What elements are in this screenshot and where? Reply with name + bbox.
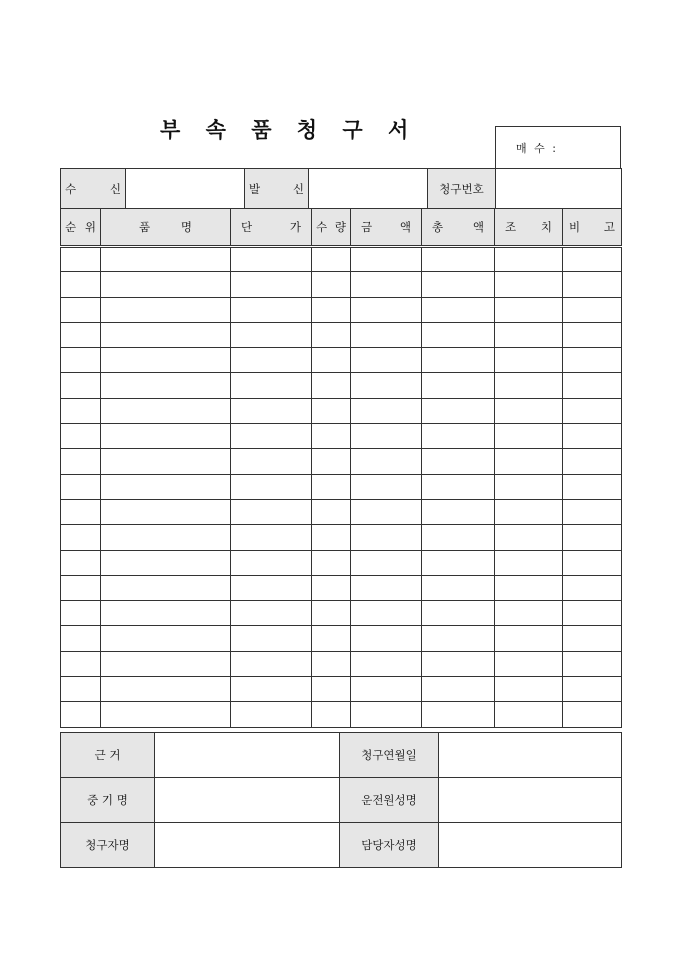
recipient-label: 수 신: [61, 169, 126, 209]
item-cell[interactable]: [351, 525, 422, 550]
item-cell[interactable]: [312, 247, 351, 272]
item-cell[interactable]: [563, 626, 622, 651]
item-cell[interactable]: [312, 702, 351, 727]
item-cell[interactable]: [61, 575, 101, 600]
item-cell[interactable]: [422, 272, 495, 297]
item-cell[interactable]: [101, 247, 231, 272]
sender-label: 발 신: [245, 169, 309, 209]
item-cell[interactable]: [101, 474, 231, 499]
item-cell[interactable]: [495, 702, 563, 727]
recipient-field[interactable]: [126, 169, 245, 209]
item-cell[interactable]: [422, 449, 495, 474]
item-cell[interactable]: [61, 499, 101, 524]
item-cell[interactable]: [231, 297, 312, 322]
item-cell[interactable]: [61, 297, 101, 322]
item-row: [61, 626, 622, 651]
item-cell[interactable]: [312, 449, 351, 474]
header-table: [60, 168, 622, 209]
driver-name-field[interactable]: [439, 778, 622, 823]
item-cell[interactable]: [101, 575, 231, 600]
item-cell[interactable]: [495, 272, 563, 297]
item-cell[interactable]: [351, 247, 422, 272]
item-cell[interactable]: [351, 601, 422, 626]
item-cell[interactable]: [351, 651, 422, 676]
item-cell[interactable]: [495, 499, 563, 524]
column-header: 금 액: [351, 209, 422, 247]
document-title: 부 속 품 청 구 서: [160, 117, 418, 142]
item-cell[interactable]: [231, 702, 312, 727]
item-cell[interactable]: [312, 550, 351, 575]
column-header: 품 명: [101, 209, 231, 247]
item-cell[interactable]: [351, 449, 422, 474]
item-cell[interactable]: [61, 474, 101, 499]
item-cell[interactable]: [101, 499, 231, 524]
request-number-label: 청구번호: [428, 169, 496, 209]
item-cell[interactable]: [563, 322, 622, 347]
item-cell[interactable]: [101, 601, 231, 626]
item-cell[interactable]: [422, 702, 495, 727]
item-cell[interactable]: [563, 525, 622, 550]
item-cell[interactable]: [563, 601, 622, 626]
item-cell[interactable]: [495, 651, 563, 676]
item-cell[interactable]: [61, 348, 101, 373]
manager-name-field[interactable]: [439, 823, 622, 868]
item-cell[interactable]: [563, 677, 622, 702]
item-cell[interactable]: [563, 474, 622, 499]
item-cell[interactable]: [231, 550, 312, 575]
item-row: [61, 247, 622, 272]
basis-field[interactable]: [155, 733, 340, 778]
requester-name-field[interactable]: [155, 823, 340, 868]
item-cell[interactable]: [495, 398, 563, 423]
item-cell[interactable]: [61, 601, 101, 626]
item-cell[interactable]: [312, 677, 351, 702]
item-cell[interactable]: [231, 272, 312, 297]
item-cell[interactable]: [101, 550, 231, 575]
item-cell[interactable]: [231, 499, 312, 524]
requester-name-label: 청구자명: [61, 823, 155, 868]
item-cell[interactable]: [422, 373, 495, 398]
manager-name-label: 담당자성명: [340, 823, 439, 868]
column-header: 단 가: [231, 209, 312, 247]
item-cell[interactable]: [312, 575, 351, 600]
item-cell[interactable]: [231, 373, 312, 398]
item-cell[interactable]: [312, 525, 351, 550]
item-cell[interactable]: [422, 322, 495, 347]
item-cell[interactable]: [351, 424, 422, 449]
item-row: [61, 322, 622, 347]
item-cell[interactable]: [351, 272, 422, 297]
item-cell[interactable]: [61, 272, 101, 297]
item-row: [61, 424, 622, 449]
item-cell[interactable]: [351, 702, 422, 727]
item-cell[interactable]: [563, 398, 622, 423]
item-cell[interactable]: [231, 247, 312, 272]
item-cell[interactable]: [231, 322, 312, 347]
item-cell[interactable]: [312, 373, 351, 398]
item-cell[interactable]: [101, 398, 231, 423]
item-row: [61, 272, 622, 297]
item-row: [61, 398, 622, 423]
item-cell[interactable]: [312, 651, 351, 676]
item-cell[interactable]: [231, 651, 312, 676]
item-row: [61, 348, 622, 373]
item-cell[interactable]: [231, 626, 312, 651]
item-cell[interactable]: [563, 550, 622, 575]
item-cell[interactable]: [101, 272, 231, 297]
request-number-field[interactable]: [496, 169, 622, 209]
item-row: [61, 297, 622, 322]
item-cell[interactable]: [101, 651, 231, 676]
item-cell[interactable]: [231, 398, 312, 423]
item-cell[interactable]: [312, 499, 351, 524]
item-cell[interactable]: [422, 525, 495, 550]
items-header-row: [61, 209, 622, 247]
item-cell[interactable]: [231, 677, 312, 702]
item-cell[interactable]: [312, 272, 351, 297]
item-cell[interactable]: [351, 499, 422, 524]
item-cell[interactable]: [422, 398, 495, 423]
equipment-name-label: 중 기 명: [61, 778, 155, 823]
item-cell[interactable]: [351, 322, 422, 347]
item-cell[interactable]: [495, 247, 563, 272]
item-cell[interactable]: [351, 474, 422, 499]
item-cell[interactable]: [101, 322, 231, 347]
item-cell[interactable]: [61, 398, 101, 423]
item-cell[interactable]: [563, 424, 622, 449]
item-cell[interactable]: [231, 575, 312, 600]
item-cell[interactable]: [231, 424, 312, 449]
item-cell[interactable]: [231, 525, 312, 550]
item-cell[interactable]: [231, 474, 312, 499]
column-header: 순 위: [61, 209, 101, 247]
item-cell[interactable]: [61, 449, 101, 474]
item-cell[interactable]: [563, 272, 622, 297]
item-cell[interactable]: [101, 373, 231, 398]
item-cell[interactable]: [351, 575, 422, 600]
item-cell[interactable]: [422, 601, 495, 626]
item-cell[interactable]: [61, 626, 101, 651]
item-cell[interactable]: [351, 626, 422, 651]
item-row: [61, 550, 622, 575]
item-cell[interactable]: [422, 499, 495, 524]
sheet-count-box[interactable]: [495, 126, 621, 168]
item-cell[interactable]: [312, 474, 351, 499]
sheet-count-label: 매 수 :: [516, 142, 558, 155]
item-cell[interactable]: [495, 449, 563, 474]
item-row: [61, 575, 622, 600]
item-cell[interactable]: [495, 575, 563, 600]
item-cell[interactable]: [563, 348, 622, 373]
item-row: [61, 651, 622, 676]
item-cell[interactable]: [351, 677, 422, 702]
item-cell[interactable]: [61, 550, 101, 575]
item-cell[interactable]: [422, 474, 495, 499]
item-cell[interactable]: [563, 297, 622, 322]
column-header: 비 고: [563, 209, 622, 247]
item-cell[interactable]: [351, 297, 422, 322]
item-row: [61, 525, 622, 550]
item-cell[interactable]: [495, 677, 563, 702]
item-cell[interactable]: [351, 373, 422, 398]
item-cell[interactable]: [422, 626, 495, 651]
item-cell[interactable]: [495, 348, 563, 373]
item-cell[interactable]: [61, 424, 101, 449]
item-cell[interactable]: [495, 525, 563, 550]
item-cell[interactable]: [495, 601, 563, 626]
item-cell[interactable]: [351, 550, 422, 575]
request-date-label: 청구연월일: [340, 733, 439, 778]
item-cell[interactable]: [61, 247, 101, 272]
item-cell[interactable]: [101, 677, 231, 702]
item-cell[interactable]: [563, 247, 622, 272]
item-cell[interactable]: [101, 525, 231, 550]
item-cell[interactable]: [422, 297, 495, 322]
item-row: [61, 474, 622, 499]
item-cell[interactable]: [422, 575, 495, 600]
item-cell[interactable]: [495, 424, 563, 449]
item-row: [61, 373, 622, 398]
driver-name-label: 운전원성명: [340, 778, 439, 823]
item-cell[interactable]: [231, 449, 312, 474]
item-cell[interactable]: [563, 651, 622, 676]
item-cell[interactable]: [495, 550, 563, 575]
item-cell[interactable]: [312, 601, 351, 626]
item-cell[interactable]: [61, 702, 101, 727]
equipment-name-field[interactable]: [155, 778, 340, 823]
item-cell[interactable]: [351, 348, 422, 373]
item-cell[interactable]: [312, 398, 351, 423]
item-row: [61, 449, 622, 474]
item-cell[interactable]: [61, 322, 101, 347]
column-header: 조 치: [495, 209, 563, 247]
item-cell[interactable]: [101, 702, 231, 727]
item-cell[interactable]: [495, 373, 563, 398]
item-cell[interactable]: [312, 322, 351, 347]
item-row: [61, 702, 622, 727]
item-cell[interactable]: [61, 677, 101, 702]
column-header: 총 액: [422, 209, 495, 247]
item-cell[interactable]: [422, 651, 495, 676]
item-row: [61, 601, 622, 626]
item-cell[interactable]: [312, 424, 351, 449]
item-cell[interactable]: [563, 575, 622, 600]
item-cell[interactable]: [495, 297, 563, 322]
sender-field[interactable]: [309, 169, 428, 209]
item-cell[interactable]: [61, 525, 101, 550]
item-cell[interactable]: [563, 702, 622, 727]
item-cell[interactable]: [563, 373, 622, 398]
item-cell[interactable]: [563, 449, 622, 474]
item-cell[interactable]: [351, 398, 422, 423]
item-cell[interactable]: [422, 550, 495, 575]
items-table: [60, 208, 622, 728]
item-cell[interactable]: [101, 424, 231, 449]
item-cell[interactable]: [101, 626, 231, 651]
basis-label: 근 거: [61, 733, 155, 778]
item-cell[interactable]: [101, 297, 231, 322]
item-cell[interactable]: [312, 348, 351, 373]
item-cell[interactable]: [422, 247, 495, 272]
item-cell[interactable]: [312, 297, 351, 322]
item-cell[interactable]: [101, 449, 231, 474]
item-cell[interactable]: [422, 348, 495, 373]
item-row: [61, 499, 622, 524]
item-cell[interactable]: [563, 499, 622, 524]
request-date-field[interactable]: [439, 733, 622, 778]
item-cell[interactable]: [495, 474, 563, 499]
item-cell[interactable]: [231, 601, 312, 626]
item-row: [61, 677, 622, 702]
item-cell[interactable]: [312, 626, 351, 651]
column-header: 수 량: [312, 209, 351, 247]
item-cell[interactable]: [61, 651, 101, 676]
item-cell[interactable]: [422, 677, 495, 702]
item-cell[interactable]: [495, 322, 563, 347]
item-cell[interactable]: [495, 626, 563, 651]
item-cell[interactable]: [101, 348, 231, 373]
footer-table: [60, 732, 622, 868]
item-cell[interactable]: [422, 424, 495, 449]
item-cell[interactable]: [231, 348, 312, 373]
item-cell[interactable]: [61, 373, 101, 398]
